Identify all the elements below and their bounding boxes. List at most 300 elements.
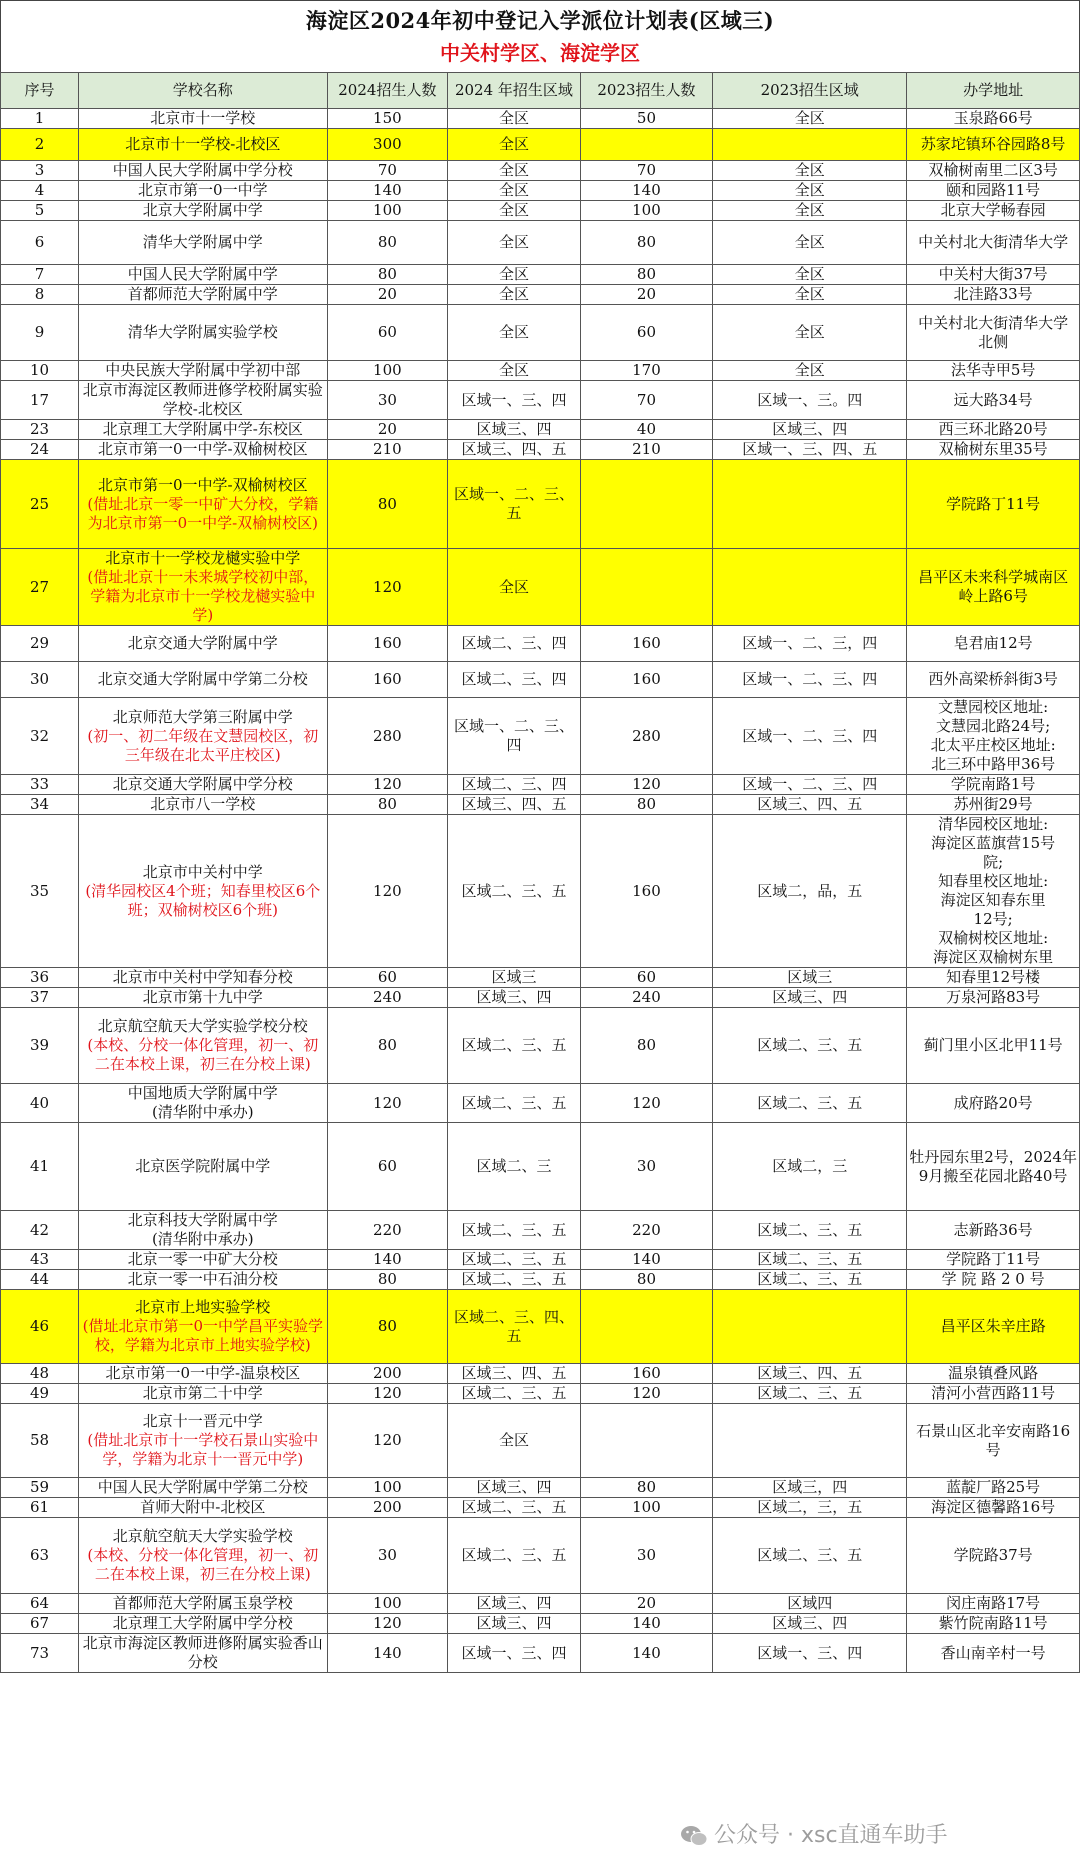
- region-2024: 区域二、三、五: [448, 1384, 581, 1404]
- school-address: 石景山区北辛安南路16 号: [907, 1404, 1080, 1478]
- school-note: (本校、分校一体化管理，初一、初二在本校上课，初三在分校上课): [87, 1036, 319, 1073]
- region-2024: 区域二、三、五: [448, 815, 581, 968]
- enroll-2024: 210: [327, 440, 448, 460]
- row-number: 23: [1, 420, 79, 440]
- school-name: 首师大附中-北校区: [140, 1498, 266, 1516]
- enroll-2024: 200: [327, 1498, 448, 1518]
- region-2023: 区域二、三、五: [713, 1250, 907, 1270]
- row-number: 48: [1, 1364, 79, 1384]
- header-cell: 2023招生人数: [580, 73, 713, 109]
- row-number: 4: [1, 181, 79, 201]
- school-name-cell: [79, 420, 327, 440]
- region-2023: 全区: [713, 361, 907, 381]
- region-2024: 全区: [448, 181, 581, 201]
- region-2023: 区域三、四: [713, 988, 907, 1008]
- school-address: 成府路20号: [907, 1084, 1080, 1123]
- enroll-2024: 140: [327, 1634, 448, 1673]
- region-2024: 区域三、四: [448, 1478, 581, 1498]
- row-number: 10: [1, 361, 79, 381]
- school-name-cell: [79, 201, 327, 221]
- enroll-2024: 100: [327, 1594, 448, 1614]
- enroll-2024: 120: [327, 549, 448, 626]
- school-name: 北京市第一0一中学-双榆树校区: [97, 475, 308, 494]
- header-cell: 办学地址: [907, 73, 1080, 109]
- enroll-2023: [580, 549, 713, 626]
- table-row: [1, 1594, 1080, 1614]
- row-number: 27: [1, 549, 79, 626]
- enroll-2024: 120: [327, 815, 448, 968]
- enroll-2024: 80: [327, 1290, 448, 1364]
- enroll-2023: 80: [580, 795, 713, 815]
- region-2023: 区域一、二、三、四: [713, 775, 907, 795]
- school-name: 中国地质大学附属中学: [127, 1084, 278, 1102]
- school-name-cell: [79, 1384, 327, 1404]
- enroll-2024: 140: [327, 181, 448, 201]
- enroll-2023: [580, 1404, 713, 1478]
- school-name: 北京市十一学校: [150, 109, 256, 127]
- school-name: 北京市第一0一中学-双榆树校区: [97, 440, 308, 458]
- region-2023: 全区: [713, 221, 907, 265]
- school-address: 远大路34号: [907, 381, 1080, 420]
- region-2024: 区域一、三、四: [448, 381, 581, 420]
- school-name-cell: [79, 968, 327, 988]
- school-name-cell: [79, 549, 327, 626]
- region-2023: 区域一、二、三、四: [713, 698, 907, 775]
- region-2024: 区域二、三、五: [448, 1084, 581, 1123]
- enroll-2023: 160: [580, 815, 713, 968]
- row-number: 64: [1, 1594, 79, 1614]
- region-2023: 区域三: [713, 968, 907, 988]
- school-name-cell: [79, 1270, 327, 1290]
- school-name: 北京师范大学第三附属中学: [112, 707, 293, 726]
- header-cell: 2024 年招生区域: [448, 73, 581, 109]
- enroll-2023: 120: [580, 1084, 713, 1123]
- table-row: [1, 1634, 1080, 1673]
- school-address: 西外高梁桥斜街3号: [907, 662, 1080, 698]
- school-name-cell: [79, 305, 327, 361]
- region-2024: 区域二、三、五: [448, 1211, 581, 1250]
- title-box: [0, 0, 1080, 73]
- table-row: [1, 1008, 1080, 1084]
- school-name: 北京市第一0一中学: [138, 181, 268, 199]
- region-2024: 区域三、四: [448, 988, 581, 1008]
- enroll-2024: 160: [327, 662, 448, 698]
- row-number: 2: [1, 129, 79, 161]
- school-name-cell: [79, 1498, 327, 1518]
- region-2023: 区域二、三、五: [713, 1518, 907, 1594]
- school-address: 清河小营西路11号: [907, 1384, 1080, 1404]
- enroll-2023: 80: [580, 221, 713, 265]
- school-name: 北京市十一学校龙樾实验中学: [105, 549, 301, 567]
- enroll-2023: 170: [580, 361, 713, 381]
- enroll-2023: 100: [580, 201, 713, 221]
- enroll-2023: 60: [580, 968, 713, 988]
- school-name: 北京十一晋元中学: [142, 1412, 263, 1430]
- school-address: 双榆树东里35号: [907, 440, 1080, 460]
- school-name-cell: [79, 381, 327, 420]
- enroll-2023: [580, 129, 713, 161]
- row-number: 61: [1, 1498, 79, 1518]
- school-note: (借址北京市十一学校石景山实验中学，学籍为北京十一晋元中学): [87, 1431, 319, 1468]
- enroll-2024: 240: [327, 988, 448, 1008]
- table-header-row: [1, 73, 1080, 109]
- page-subtitle: 中关村学区、海淀学区: [440, 41, 640, 65]
- table-row: [1, 109, 1080, 129]
- school-note: (借址北京市第一0一中学昌平实验学校，学籍为北京市上地实验学校): [82, 1317, 323, 1354]
- row-number: 33: [1, 775, 79, 795]
- region-2024: 区域三、四、五: [448, 795, 581, 815]
- table-row: [1, 361, 1080, 381]
- enroll-2023: [580, 460, 713, 549]
- table-row: [1, 1384, 1080, 1404]
- school-address: 法华寺甲5号: [907, 361, 1080, 381]
- region-2023: 全区: [713, 109, 907, 129]
- school-name: 中国人民大学附属中学: [127, 265, 278, 283]
- enroll-2023: 140: [580, 181, 713, 201]
- school-address: 昌平区朱辛庄路: [907, 1290, 1080, 1364]
- table-row: [1, 1270, 1080, 1290]
- table-row: [1, 1084, 1080, 1123]
- enroll-2024: 120: [327, 775, 448, 795]
- region-2024: 全区: [448, 549, 581, 626]
- header-cell: 序号: [1, 73, 79, 109]
- school-name: 北京市第十九中学: [142, 988, 263, 1006]
- region-2023: [713, 1404, 907, 1478]
- enroll-2023: 100: [580, 1498, 713, 1518]
- region-2024: 区域二、三、四: [448, 662, 581, 698]
- school-name: 北京市中关村中学: [142, 862, 263, 881]
- enroll-2024: 120: [327, 1614, 448, 1634]
- region-2024: 全区: [448, 201, 581, 221]
- school-name: 北京理工大学附属中学-东校区: [102, 420, 303, 438]
- row-number: 41: [1, 1123, 79, 1211]
- table-row: [1, 161, 1080, 181]
- table-row: [1, 815, 1080, 968]
- table-row: [1, 265, 1080, 285]
- row-number: 34: [1, 795, 79, 815]
- school-name: 北京市八一学校: [150, 795, 256, 813]
- region-2024: 全区: [448, 221, 581, 265]
- region-2023: 区域一、三、四、五: [713, 440, 907, 460]
- row-number: 32: [1, 698, 79, 775]
- enroll-2024: 60: [327, 305, 448, 361]
- region-2024: 区域一、二、三、四: [448, 698, 581, 775]
- school-name-cell: [79, 1364, 327, 1384]
- enroll-2023: 20: [580, 285, 713, 305]
- school-address: 双榆树南里二区3号: [907, 161, 1080, 181]
- school-name-cell: [79, 795, 327, 815]
- region-2023: 区域二、三、五: [713, 1008, 907, 1084]
- region-2024: 全区: [448, 305, 581, 361]
- school-name-cell: [79, 1290, 327, 1364]
- school-note: (初一、初二年级在文慧园校区，初三年级在北太平庄校区): [87, 726, 319, 764]
- header-cell: 2024招生人数: [327, 73, 448, 109]
- header-cell: 2023招生区域: [713, 73, 907, 109]
- school-name-cell: [79, 1614, 327, 1634]
- region-2023: 区域三、四、五: [713, 1364, 907, 1384]
- school-operator: (清华附中承办): [151, 1230, 254, 1248]
- enroll-2023: 140: [580, 1634, 713, 1673]
- table-row: [1, 460, 1080, 549]
- school-name-cell: [79, 221, 327, 265]
- school-address: 蓟门里小区北甲11号: [907, 1008, 1080, 1084]
- school-name: 中国人民大学附属中学第二分校: [97, 1478, 308, 1496]
- enroll-2024: 70: [327, 161, 448, 181]
- region-2023: 区域二，三: [713, 1123, 907, 1211]
- enroll-2024: 80: [327, 795, 448, 815]
- enroll-2024: 80: [327, 460, 448, 549]
- school-name-cell: [79, 815, 327, 968]
- region-2024: 区域二、三、五: [448, 1270, 581, 1290]
- region-2024: 区域三、四、五: [448, 440, 581, 460]
- school-name-cell: [79, 265, 327, 285]
- row-number: 1: [1, 109, 79, 129]
- school-name-cell: [79, 1634, 327, 1673]
- table-row: [1, 440, 1080, 460]
- table-row: [1, 285, 1080, 305]
- table-row: [1, 1364, 1080, 1384]
- row-number: 25: [1, 460, 79, 549]
- school-address: 皂君庙12号: [907, 626, 1080, 662]
- school-name-cell: [79, 988, 327, 1008]
- region-2023: 区域二，品，五: [713, 815, 907, 968]
- school-address: 北京大学畅春园: [907, 201, 1080, 221]
- region-2024: 全区: [448, 265, 581, 285]
- region-2024: 区域三、四: [448, 1594, 581, 1614]
- enroll-2023: 160: [580, 662, 713, 698]
- enroll-2024: 30: [327, 1518, 448, 1594]
- enroll-2024: 200: [327, 1364, 448, 1384]
- school-name: 北京市第二十中学: [142, 1384, 263, 1402]
- school-name-cell: [79, 109, 327, 129]
- region-2024: 区域二、三、五: [448, 1250, 581, 1270]
- region-2023: 区域二、三、五: [713, 1084, 907, 1123]
- school-address: 苏州街29号: [907, 795, 1080, 815]
- school-address: 学院路丁11号: [907, 460, 1080, 549]
- enroll-2023: 30: [580, 1123, 713, 1211]
- school-name-cell: [79, 129, 327, 161]
- enroll-2023: 80: [580, 1478, 713, 1498]
- school-name: 北京一零一中矿大分校: [127, 1250, 278, 1268]
- school-name: 清华大学附属中学: [142, 233, 263, 251]
- region-2024: 区域二、三、四: [448, 775, 581, 795]
- school-address: 西三环北路20号: [907, 420, 1080, 440]
- enroll-2023: 240: [580, 988, 713, 1008]
- region-2023: 区域二、三、五: [713, 1270, 907, 1290]
- school-address: 志新路36号: [907, 1211, 1080, 1250]
- table-row: [1, 305, 1080, 361]
- enroll-2023: 70: [580, 381, 713, 420]
- enroll-2024: 220: [327, 1211, 448, 1250]
- enroll-2023: 120: [580, 775, 713, 795]
- school-name-cell: [79, 181, 327, 201]
- enroll-2023: 50: [580, 109, 713, 129]
- watermark: [680, 1818, 948, 1849]
- school-note: (清华园校区4个班；知春里校区6个班；双榆树校区6个班): [85, 881, 321, 919]
- school-name-cell: [79, 1594, 327, 1614]
- region-2023: 区域三、四: [713, 1614, 907, 1634]
- school-name-cell: [79, 1404, 327, 1478]
- school-name-cell: [79, 460, 327, 549]
- school-name: 北京航空航天大学实验学校分校: [97, 1017, 308, 1035]
- region-2023: 区域一、三、四: [713, 1634, 907, 1673]
- enrollment-table: [0, 72, 1080, 1673]
- enroll-2023: 220: [580, 1211, 713, 1250]
- region-2023: 区域三、四、五: [713, 795, 907, 815]
- region-2023: 区域二，三，五: [713, 1498, 907, 1518]
- row-number: 46: [1, 1290, 79, 1364]
- row-number: 6: [1, 221, 79, 265]
- school-name-cell: [79, 285, 327, 305]
- school-name: 北京市第一0一中学-温泉校区: [105, 1364, 301, 1382]
- region-2023: 区域二、三、五: [713, 1211, 907, 1250]
- region-2024: 区域三、四: [448, 420, 581, 440]
- row-number: 59: [1, 1478, 79, 1498]
- enroll-2024: 140: [327, 1250, 448, 1270]
- school-name: 中央民族大学附属中学初中部: [105, 361, 301, 379]
- row-number: 3: [1, 161, 79, 181]
- enroll-2024: 100: [327, 1478, 448, 1498]
- school-name-cell: [79, 1518, 327, 1594]
- enroll-2024: 80: [327, 221, 448, 265]
- enroll-2024: 150: [327, 109, 448, 129]
- school-address: 中关村北大街清华大学 北侧: [907, 305, 1080, 361]
- enroll-2023: 80: [580, 1008, 713, 1084]
- school-name: 北京一零一中石油分校: [127, 1270, 278, 1288]
- region-2023: [713, 549, 907, 626]
- row-number: 40: [1, 1084, 79, 1123]
- table-row: [1, 201, 1080, 221]
- row-number: 42: [1, 1211, 79, 1250]
- school-address: 清华园校区地址: 海淀区蓝旗营15号 院; 知春里校区地址: 海淀区知春东里 12号; 双榆树校区地址: 海淀区双榆树东里: [907, 815, 1080, 968]
- school-address: 玉泉路66号: [907, 109, 1080, 129]
- table-row: [1, 1478, 1080, 1498]
- school-name-cell: [79, 1008, 327, 1084]
- school-name: 北京医学院附属中学: [135, 1157, 271, 1175]
- school-address: 昌平区未来科学城南区 岭上路6号: [907, 549, 1080, 626]
- region-2023: 区域一、二、三、四: [713, 662, 907, 698]
- school-address: 学院路丁11号: [907, 1250, 1080, 1270]
- table-row: [1, 1211, 1080, 1250]
- enroll-2024: 120: [327, 1084, 448, 1123]
- row-number: 9: [1, 305, 79, 361]
- enroll-2023: 20: [580, 1594, 713, 1614]
- row-number: 63: [1, 1518, 79, 1594]
- school-address: 万泉河路83号: [907, 988, 1080, 1008]
- region-2024: 区域三、四: [448, 1614, 581, 1634]
- school-name: 北京市十一学校-北校区: [125, 135, 281, 153]
- row-number: 5: [1, 201, 79, 221]
- region-2023: [713, 1290, 907, 1364]
- region-2024: 区域二、三、四、五: [448, 1290, 581, 1364]
- school-name: 北京市海淀区教师进修附属实验香山分校: [82, 1634, 323, 1671]
- school-name-cell: [79, 698, 327, 775]
- school-name-cell: [79, 1123, 327, 1211]
- school-name-cell: [79, 1084, 327, 1123]
- region-2023: [713, 460, 907, 549]
- school-name-cell: [79, 775, 327, 795]
- row-number: 8: [1, 285, 79, 305]
- region-2023: 全区: [713, 181, 907, 201]
- enroll-2023: 160: [580, 1364, 713, 1384]
- school-address: 文慧园校区地址: 文慧园北路24号; 北太平庄校区地址: 北三环中路甲36号: [907, 698, 1080, 775]
- region-2023: 全区: [713, 265, 907, 285]
- row-number: 36: [1, 968, 79, 988]
- school-address: 温泉镇叠风路: [907, 1364, 1080, 1384]
- region-2023: 区域一、二、三，四: [713, 626, 907, 662]
- table-row: [1, 968, 1080, 988]
- enroll-2023: 80: [580, 265, 713, 285]
- row-number: 35: [1, 815, 79, 968]
- row-number: 49: [1, 1384, 79, 1404]
- enroll-2023: 30: [580, 1518, 713, 1594]
- enroll-2024: 80: [327, 1008, 448, 1084]
- school-name-cell: [79, 1250, 327, 1270]
- enroll-2024: 60: [327, 968, 448, 988]
- table-row: [1, 181, 1080, 201]
- header-cell: 学校名称: [79, 73, 327, 109]
- row-number: 67: [1, 1614, 79, 1634]
- school-note: (借址北京十一未来城学校初中部，学籍为北京市十一学校龙樾实验中学): [87, 568, 319, 624]
- enroll-2024: 160: [327, 626, 448, 662]
- table-row: [1, 221, 1080, 265]
- enroll-2024: 100: [327, 361, 448, 381]
- table-row: [1, 381, 1080, 420]
- school-name: 首都师范大学附属中学: [127, 285, 278, 303]
- school-name: 清华大学附属实验学校: [127, 323, 278, 341]
- row-number: 39: [1, 1008, 79, 1084]
- row-number: 43: [1, 1250, 79, 1270]
- school-address: 学 院 路 2 0 号: [907, 1270, 1080, 1290]
- table-row: [1, 1404, 1080, 1478]
- table-row: [1, 549, 1080, 626]
- school-name: 北京科技大学附属中学: [127, 1211, 278, 1229]
- enroll-2024: 120: [327, 1384, 448, 1404]
- school-name: 首都师范大学附属玉泉学校: [112, 1594, 293, 1612]
- school-name: 北京市上地实验学校: [135, 1298, 271, 1316]
- school-address: 蓝靛厂路25号: [907, 1478, 1080, 1498]
- row-number: 29: [1, 626, 79, 662]
- school-name-cell: [79, 1211, 327, 1250]
- enroll-2024: 80: [327, 265, 448, 285]
- region-2024: 全区: [448, 109, 581, 129]
- table-row: [1, 129, 1080, 161]
- school-name: 中国人民大学附属中学分校: [112, 161, 293, 179]
- table-row: [1, 1498, 1080, 1518]
- region-2023: 区域三、四: [713, 420, 907, 440]
- region-2024: 全区: [448, 285, 581, 305]
- school-address: 紫竹院南路11号: [907, 1614, 1080, 1634]
- row-number: 17: [1, 381, 79, 420]
- school-name: 北京市中关村中学知春分校: [112, 968, 293, 986]
- enroll-2023: 70: [580, 161, 713, 181]
- region-2024: 全区: [448, 161, 581, 181]
- region-2023: 全区: [713, 161, 907, 181]
- page-title: 海淀区2024年初中登记入学派位计划表(区域三): [305, 8, 775, 33]
- school-address: 颐和园路11号: [907, 181, 1080, 201]
- region-2023: 全区: [713, 201, 907, 221]
- enroll-2024: 280: [327, 698, 448, 775]
- region-2023: 区域三，四: [713, 1478, 907, 1498]
- enroll-2024: 80: [327, 1270, 448, 1290]
- school-address: 知春里12号楼: [907, 968, 1080, 988]
- school-address: 北洼路33号: [907, 285, 1080, 305]
- row-number: 30: [1, 662, 79, 698]
- region-2024: 区域二、三: [448, 1123, 581, 1211]
- school-name: 北京交通大学附属中学: [127, 634, 278, 652]
- school-name-cell: [79, 361, 327, 381]
- table-row: [1, 420, 1080, 440]
